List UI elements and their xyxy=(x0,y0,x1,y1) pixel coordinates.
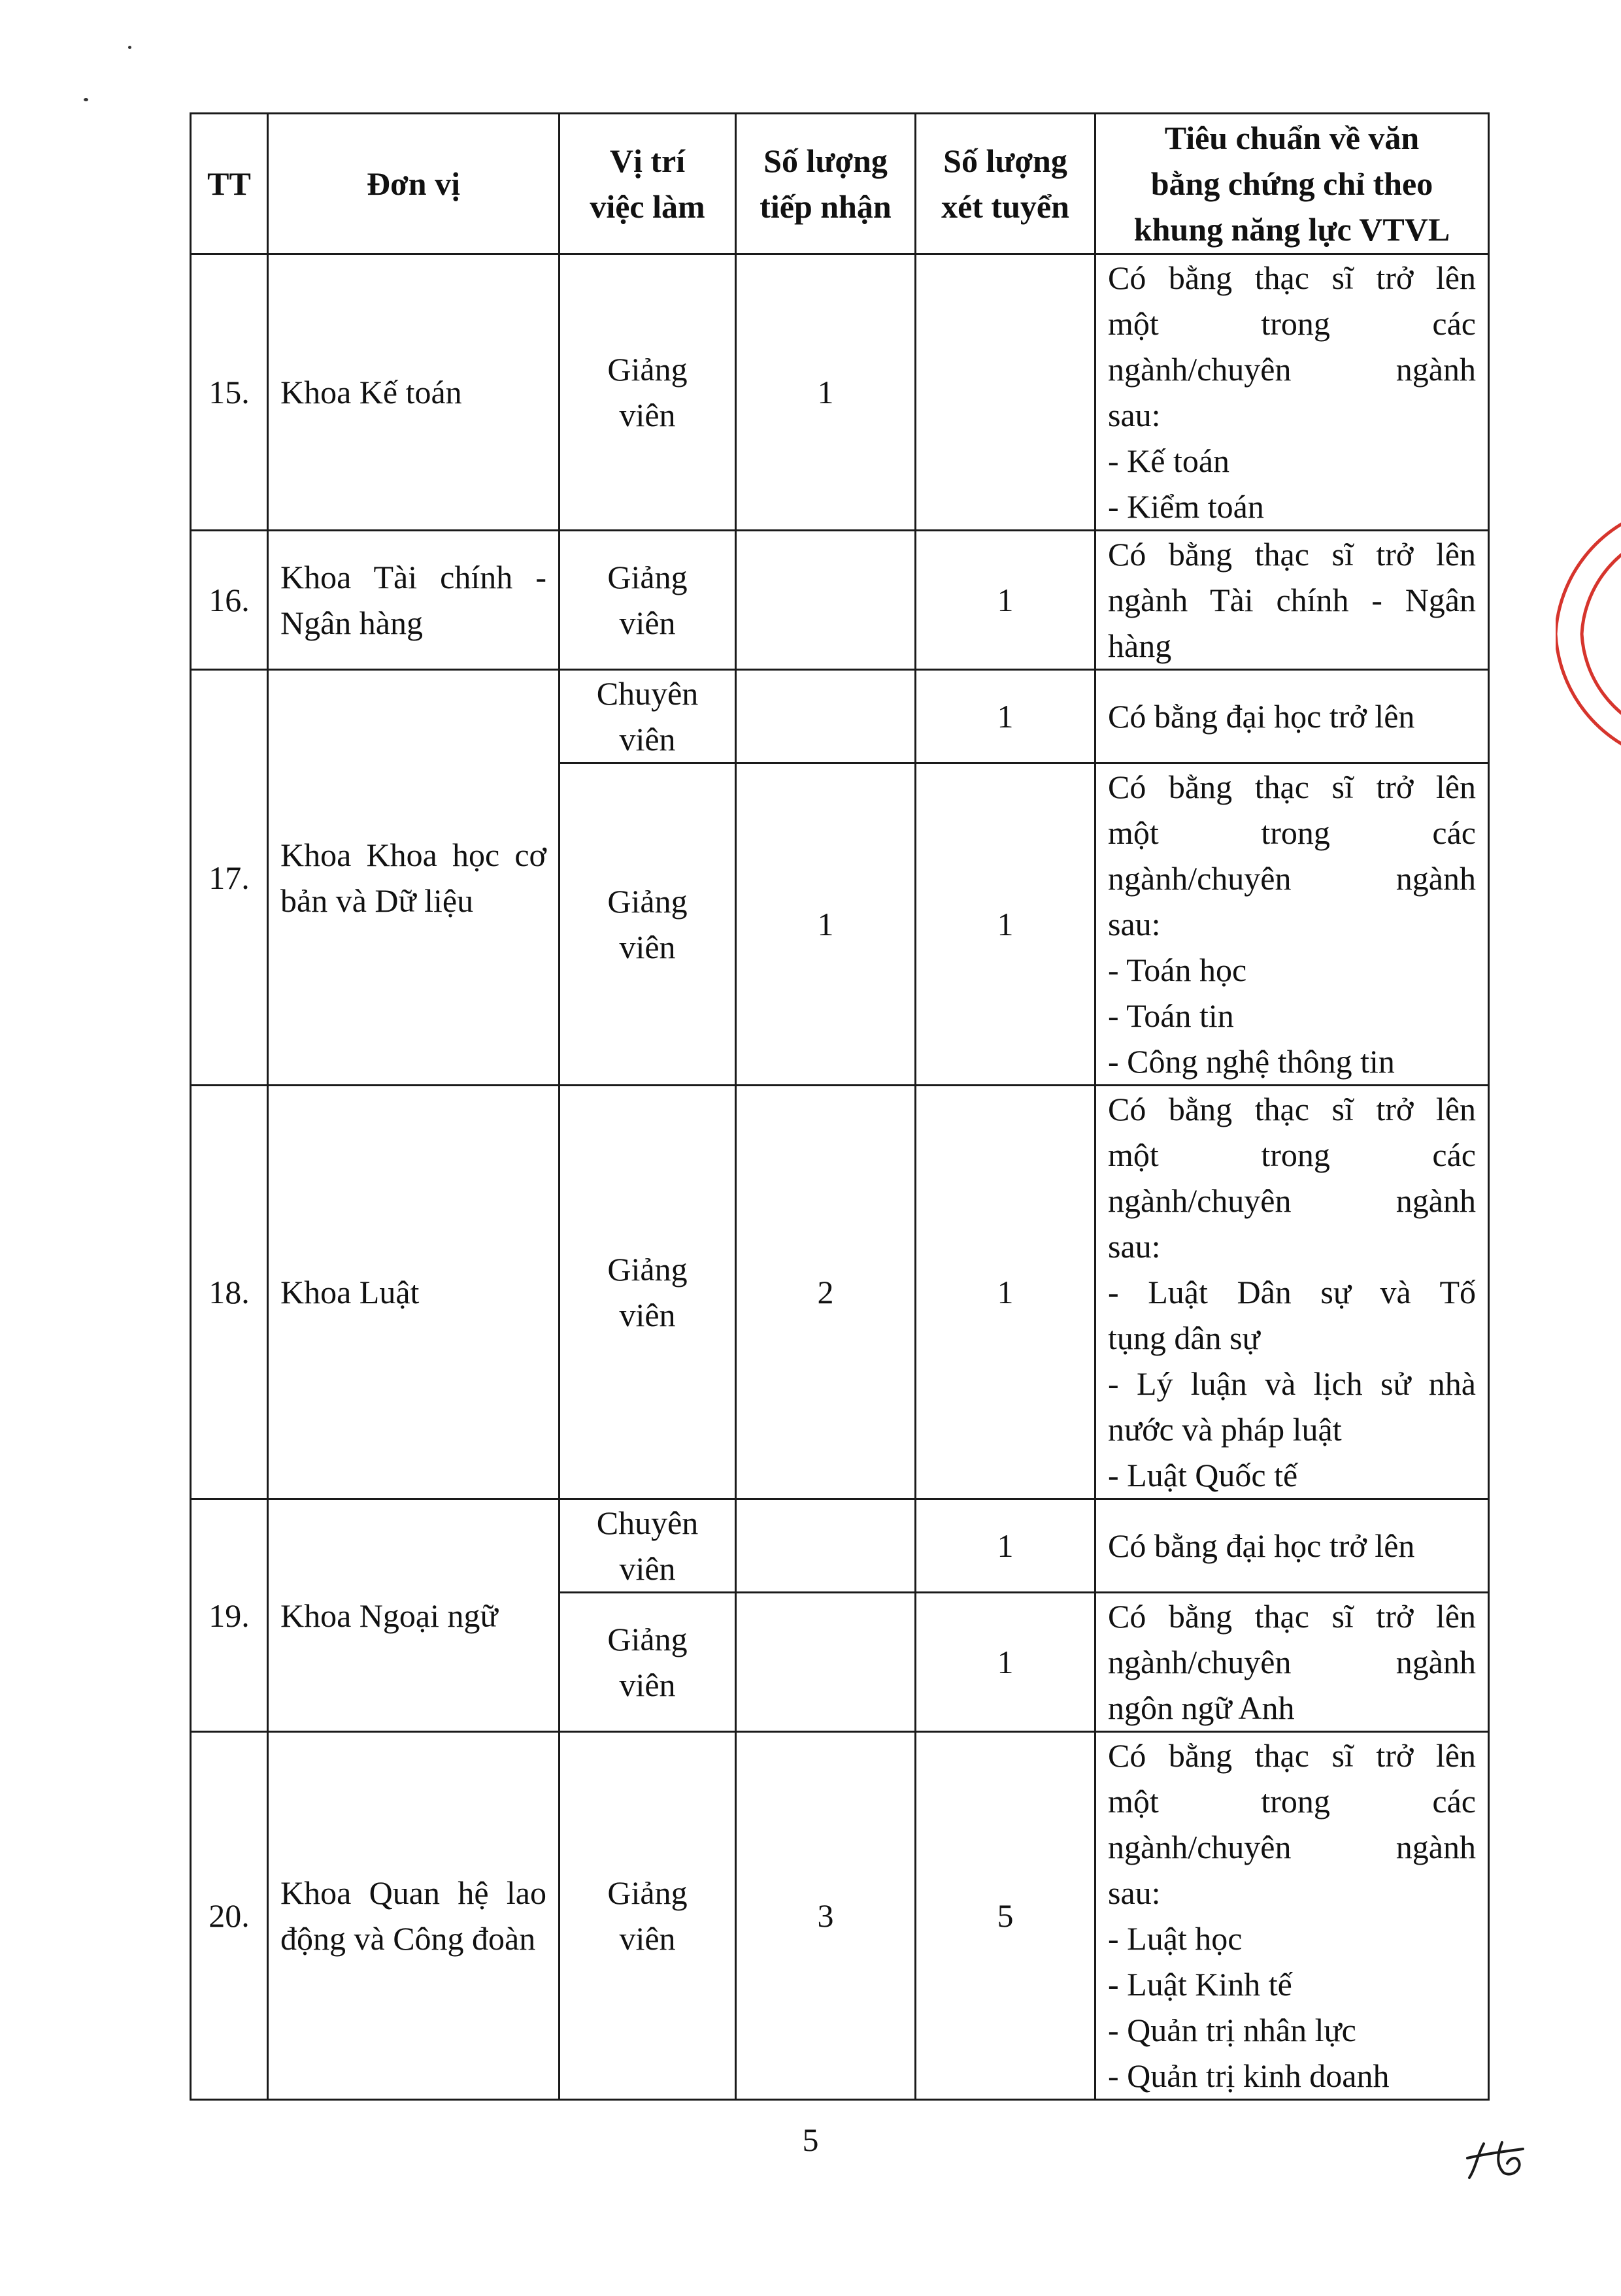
header-criteria: Tiêu chuẩn về văn bằng chứng chỉ theo khung năng lực VTVL xyxy=(1095,114,1489,254)
unit-name: Khoa Tài chính - Ngân hàng xyxy=(268,531,560,670)
unit-name: Khoa Luật xyxy=(268,1086,560,1499)
criteria-cell: Có bằng thạc sĩ trở lên ngành Tài chính - Ngân hàng xyxy=(1095,531,1489,670)
unit-name: Khoa Kế toán xyxy=(268,254,560,531)
criteria-cell: Có bằng thạc sĩ trở lên một trong các ngành/chuyên ngành sau: - Luật Dân sự và Tố tụng dân sự - Lý luận và lịch sử nhà nước và pháp luật - Luật Quốc tế xyxy=(1095,1086,1489,1499)
received-count xyxy=(736,531,916,670)
selected-count: 1 xyxy=(916,670,1095,763)
table-row xyxy=(191,1086,1489,1499)
table-row xyxy=(191,254,1489,531)
received-count: 1 xyxy=(736,763,916,1086)
criteria-cell: Có bằng thạc sĩ trở lên ngành/chuyên ngành ngôn ngữ Anh xyxy=(1095,1593,1489,1732)
received-count xyxy=(736,670,916,763)
criteria-cell: Có bằng thạc sĩ trở lên một trong các ngành/chuyên ngành sau: - Toán học - Toán tin - Công nghệ thông tin xyxy=(1095,763,1489,1086)
unit-name: Khoa Quan hệ lao động và Công đoàn xyxy=(268,1732,560,2100)
position-cell: Giảng viên xyxy=(560,254,736,531)
position-cell: Chuyên viên xyxy=(560,1499,736,1593)
received-count xyxy=(736,1593,916,1732)
received-count xyxy=(736,1499,916,1593)
scan-speck xyxy=(84,98,88,101)
row-number: 18. xyxy=(191,1086,268,1499)
table-row xyxy=(191,1499,1489,1593)
row-number: 17. xyxy=(191,670,268,1086)
received-count: 1 xyxy=(736,254,916,531)
table-header-row xyxy=(191,114,1489,254)
criteria-cell: Có bằng thạc sĩ trở lên một trong các ngành/chuyên ngành sau: - Luật học - Luật Kinh tế - Quản trị nhân lực - Quản trị kinh doanh xyxy=(1095,1732,1489,2100)
scan-speck xyxy=(128,46,131,49)
criteria-cell: Có bằng đại học trở lên xyxy=(1095,670,1489,763)
position-cell: Giảng viên xyxy=(560,531,736,670)
header-position: Vị trí việc làm xyxy=(560,114,736,254)
position-cell: Giảng viên xyxy=(560,1593,736,1732)
selected-count xyxy=(916,254,1095,531)
position-cell: Giảng viên xyxy=(560,1086,736,1499)
table-row xyxy=(191,670,1489,763)
recruitment-table xyxy=(190,112,1490,2101)
table-row xyxy=(191,1732,1489,2100)
row-number: 19. xyxy=(191,1499,268,1732)
position-cell: Giảng viên xyxy=(560,1732,736,2100)
header-tt: TT xyxy=(191,114,268,254)
selected-count: 1 xyxy=(916,763,1095,1086)
header-selected: Số lượng xét tuyển xyxy=(916,114,1095,254)
position-cell: Chuyên viên xyxy=(560,670,736,763)
selected-count: 1 xyxy=(916,1593,1095,1732)
selected-count: 5 xyxy=(916,1732,1095,2100)
criteria-cell: Có bằng đại học trở lên xyxy=(1095,1499,1489,1593)
row-number: 20. xyxy=(191,1732,268,2100)
row-number: 16. xyxy=(191,531,268,670)
unit-name: Khoa Ngoại ngữ xyxy=(268,1499,560,1732)
page-number: 5 xyxy=(802,2121,819,2158)
header-received: Số lượng tiếp nhận xyxy=(736,114,916,254)
selected-count: 1 xyxy=(916,531,1095,670)
unit-name: Khoa Khoa học cơ bản và Dữ liệu xyxy=(268,670,560,1086)
signature-initials xyxy=(1464,2136,1536,2182)
header-unit: Đơn vị xyxy=(268,114,560,254)
stamp-seal xyxy=(1556,497,1621,771)
row-number: 15. xyxy=(191,254,268,531)
received-count: 2 xyxy=(736,1086,916,1499)
received-count: 3 xyxy=(736,1732,916,2100)
position-cell: Giảng viên xyxy=(560,763,736,1086)
table-row xyxy=(191,531,1489,670)
criteria-cell: Có bằng thạc sĩ trở lên một trong các ngành/chuyên ngành sau: - Kế toán - Kiểm toán xyxy=(1095,254,1489,531)
selected-count: 1 xyxy=(916,1086,1095,1499)
selected-count: 1 xyxy=(916,1499,1095,1593)
